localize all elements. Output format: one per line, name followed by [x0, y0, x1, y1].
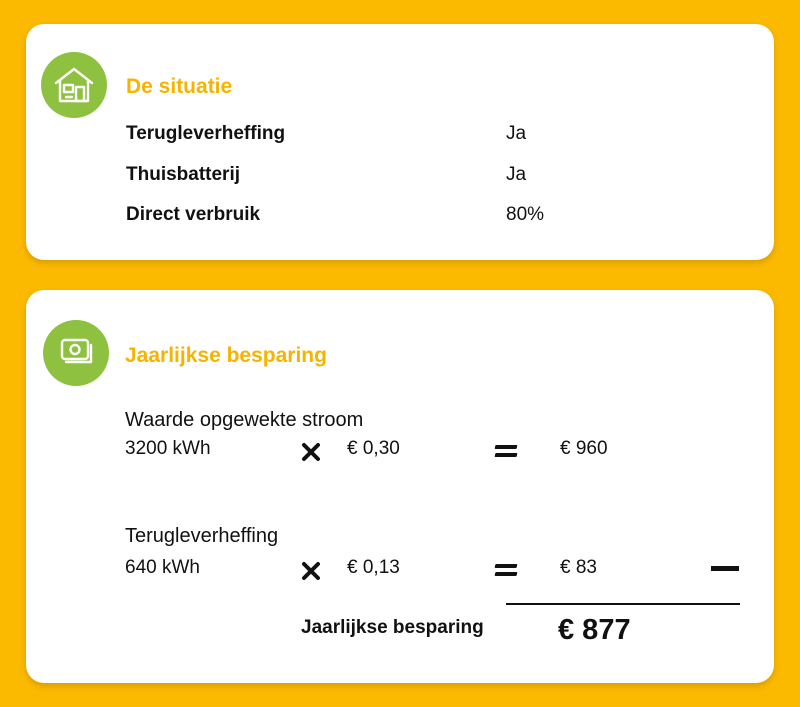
situation-title: De situatie	[126, 75, 233, 98]
total-label: Jaarlijkse besparing	[301, 617, 484, 638]
total-divider	[506, 603, 740, 605]
multiply-icon	[301, 561, 321, 581]
price-value: € 0,30	[347, 438, 400, 459]
multiply-icon	[301, 442, 321, 462]
money-icon	[43, 320, 109, 386]
quantity-value: 3200 kWh	[125, 438, 211, 459]
section-heading-terugleverheffing: Terugleverheffing	[125, 525, 279, 547]
situation-card	[26, 24, 774, 260]
result-value: € 960	[560, 438, 608, 459]
price-value: € 0,13	[347, 557, 400, 578]
house-icon	[41, 52, 107, 118]
row-label-terugleverheffing: Terugleverheffing	[126, 123, 286, 144]
total-value: € 877	[558, 614, 631, 646]
minus-icon	[711, 566, 739, 571]
savings-card	[26, 290, 774, 683]
row-value-thuisbatterij: Ja	[506, 164, 527, 185]
result-value: € 83	[560, 557, 597, 578]
row-value-direct-verbruik: 80%	[506, 204, 545, 225]
row-label-direct-verbruik: Direct verbruik	[126, 204, 261, 225]
quantity-value: 640 kWh	[125, 557, 200, 578]
row-label-thuisbatterij: Thuisbatterij	[126, 164, 241, 185]
section-heading-opgewekte-stroom: Waarde opgewekte stroom	[125, 409, 364, 431]
row-value-terugleverheffing: Ja	[506, 123, 527, 144]
savings-title: Jaarlijkse besparing	[125, 344, 327, 367]
